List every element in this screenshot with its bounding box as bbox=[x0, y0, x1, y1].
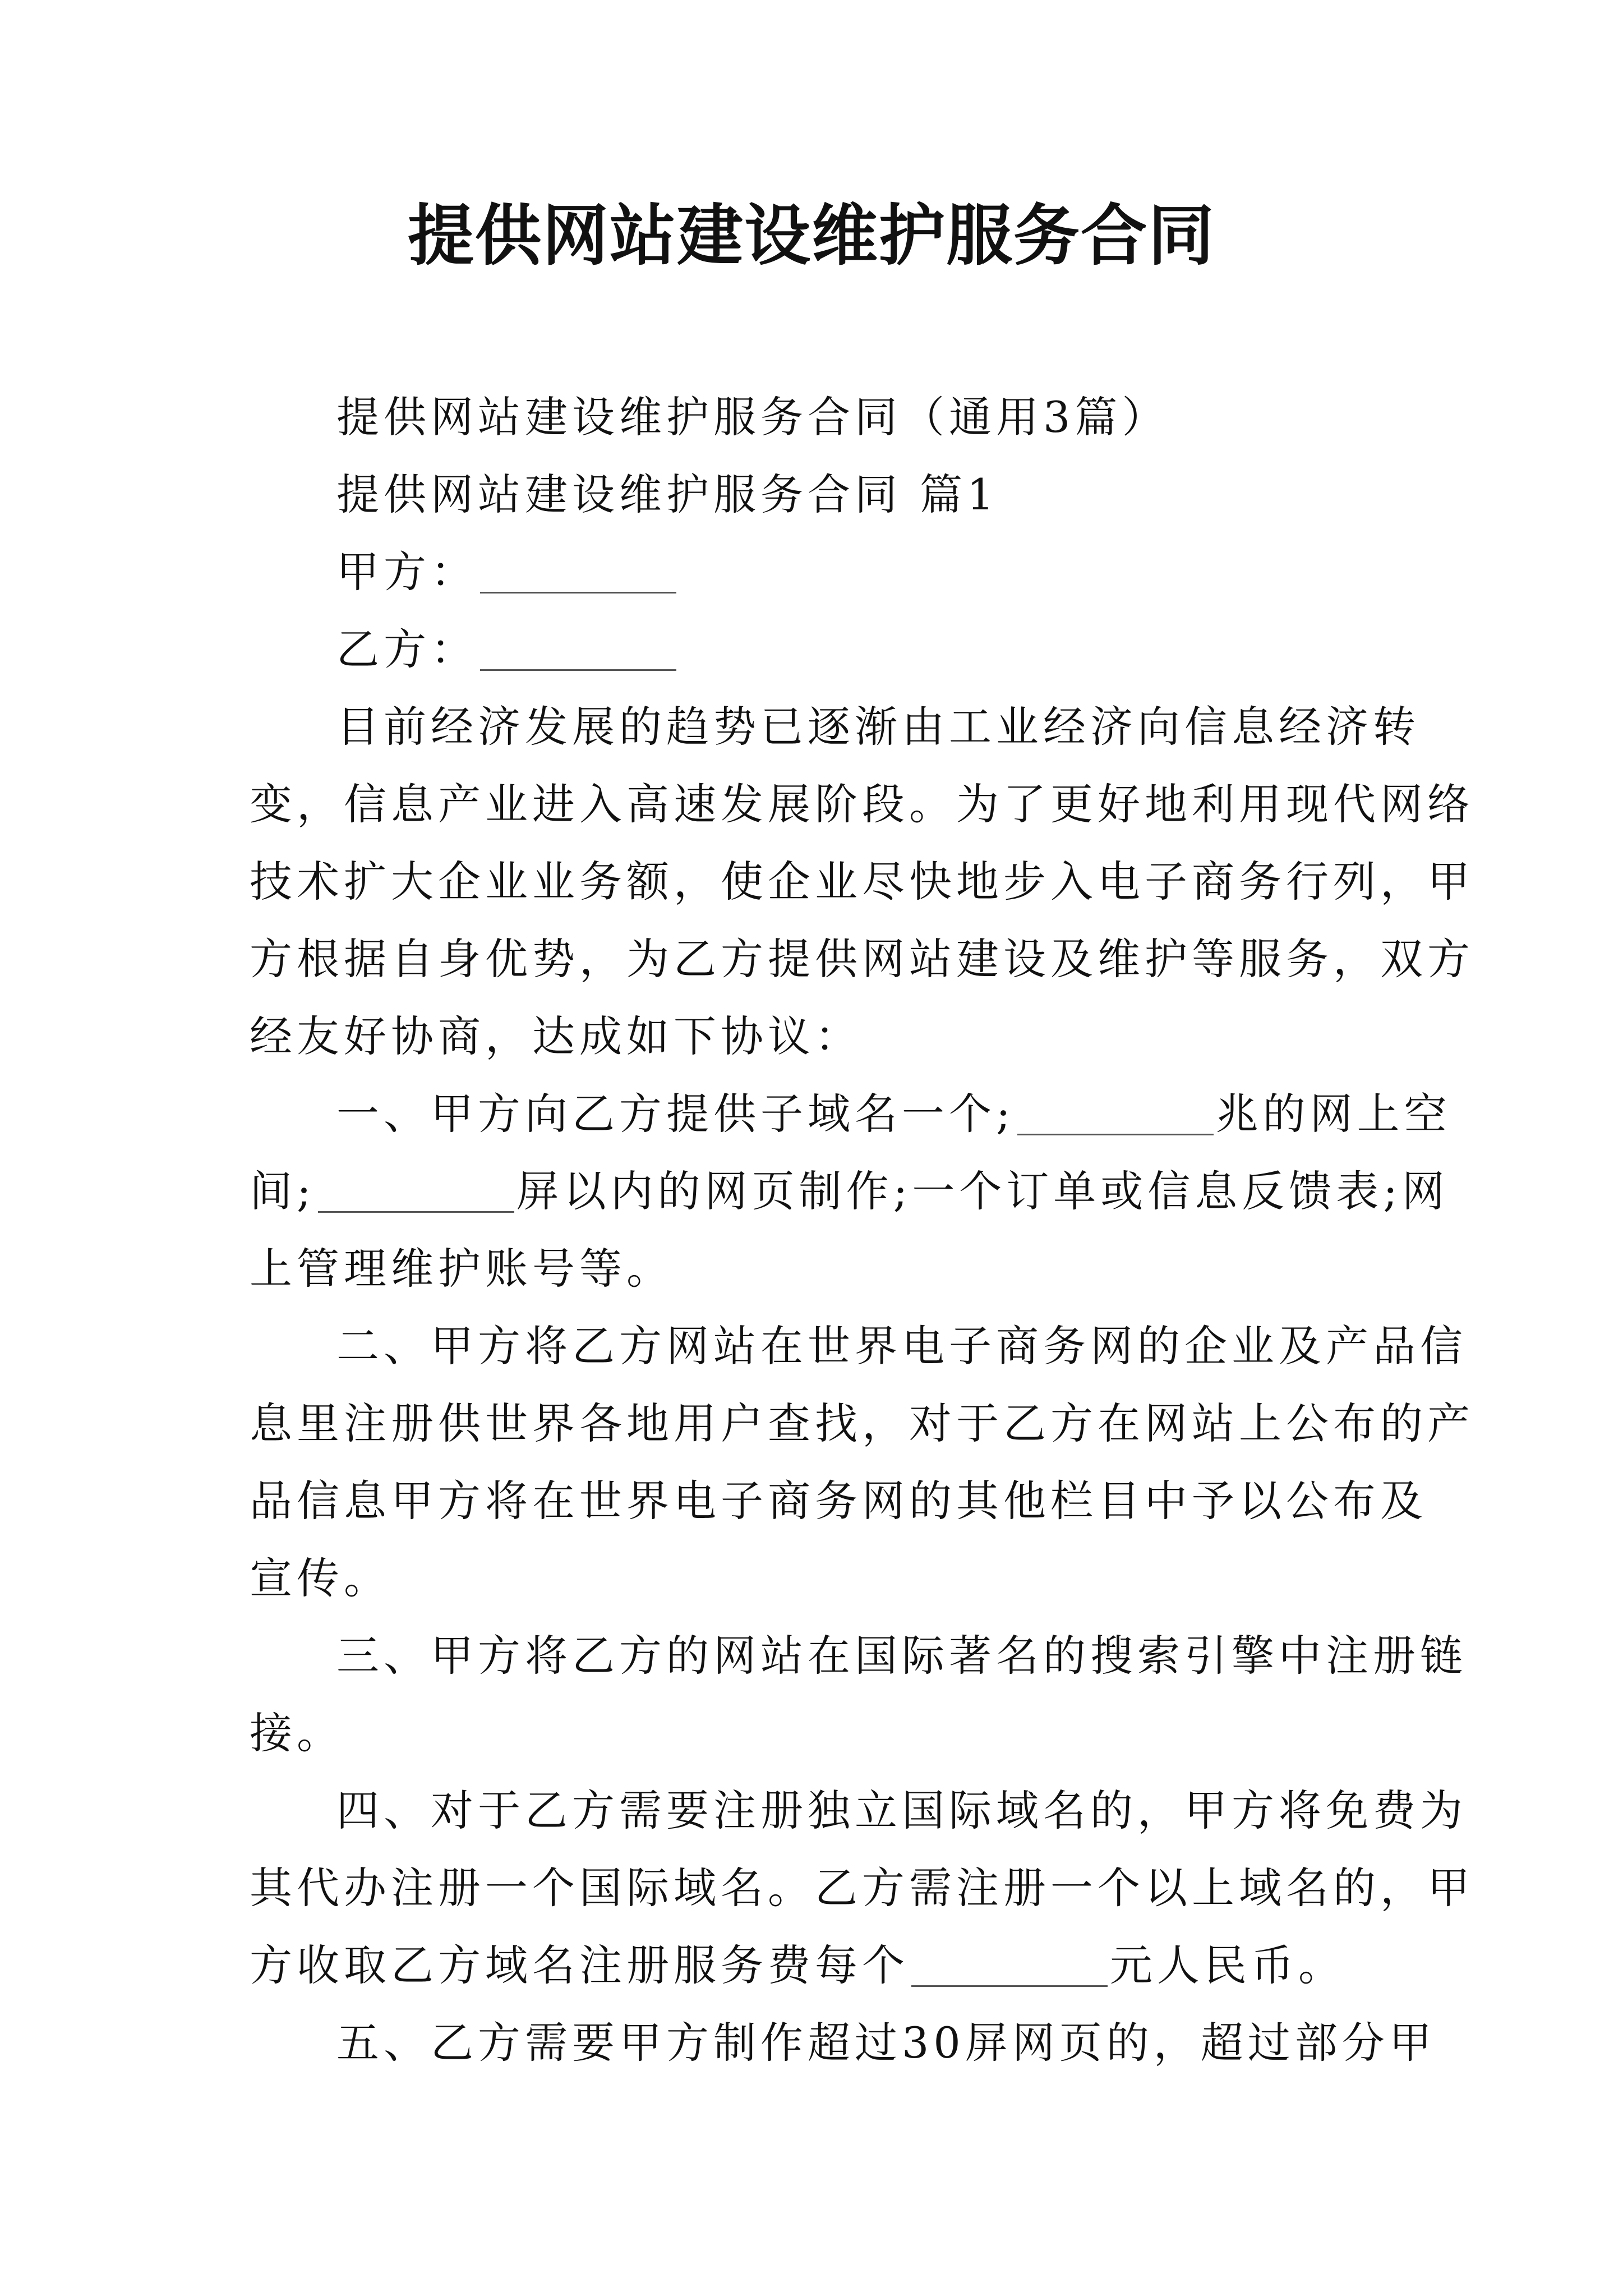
clause-2-line: 品信息甲方将在世界电子商务网的其他栏目中予以公布及 bbox=[250, 1476, 1427, 1526]
clause-3-line: 三、甲方将乙方的网站在国际著名的搜索引擎中注册链 bbox=[336, 1631, 1467, 1681]
party-b-label: 乙方： bbox=[336, 624, 478, 674]
paragraph-line: 目前经济发展的趋势已逐渐由工业经济向信息经济转 bbox=[336, 702, 1420, 752]
paragraph-line: 技术扩大企业业务额，使企业尽快地步入电子商务行列，甲 bbox=[250, 857, 1474, 907]
paragraph-line: 方根据自身优势，为乙方提供网站建设及维护等服务，双方 bbox=[250, 934, 1474, 984]
clause-4-text-b: 元人民币。 bbox=[1110, 1940, 1345, 1990]
blank-field bbox=[318, 1177, 514, 1213]
clause-2-line: 宣传。 bbox=[250, 1553, 391, 1603]
section-heading: 提供网站建设维护服务合同 篇1 bbox=[336, 470, 999, 519]
clause-4-line: 四、对于乙方需要注册独立国际域名的，甲方将免费为 bbox=[336, 1786, 1467, 1835]
clause-1-text-d: 屏以内的网页制作;一个订单或信息反馈表;网 bbox=[516, 1166, 1449, 1216]
paragraph-line: 经友好协商，达成如下协议： bbox=[250, 1011, 862, 1061]
clause-2-line: 二、甲方将乙方网站在世界电子商务网的企业及产品信 bbox=[336, 1321, 1467, 1371]
clause-1-text-b: 兆的网上空 bbox=[1215, 1089, 1451, 1139]
clause-1-line: 上管理维护账号等。 bbox=[250, 1244, 674, 1294]
party-a-blank bbox=[480, 558, 676, 593]
party-b-blank bbox=[480, 636, 676, 671]
document-body bbox=[250, 379, 1474, 2082]
subtitle-line: 提供网站建设维护服务合同（通用3篇） bbox=[336, 392, 1169, 442]
clause-2-line: 息里注册供世界各地用户查找，对于乙方在网站上公布的产 bbox=[250, 1398, 1474, 1448]
party-b-line bbox=[250, 611, 1394, 688]
clause-1-line bbox=[250, 1075, 1451, 1153]
clause-3-line: 接。 bbox=[250, 1708, 344, 1758]
clause-4-line: 其代办注册一个国际域名。乙方需注册一个以上域名的，甲 bbox=[250, 1863, 1474, 1913]
document-title: 提供网站建设维护服务合同 bbox=[407, 196, 1215, 274]
clause-1-text-a: 一、甲方向乙方提供子域名一个; bbox=[336, 1089, 1015, 1139]
blank-field bbox=[911, 1952, 1108, 1987]
clause-5-line: 五、乙方需要甲方制作超过30屏网页的，超过部分甲 bbox=[336, 2018, 1436, 2068]
party-a-label: 甲方： bbox=[336, 547, 478, 597]
clause-4-text-a: 方收取乙方域名注册服务费每个 bbox=[250, 1940, 909, 1990]
blank-field bbox=[1017, 1100, 1214, 1135]
paragraph-line: 变，信息产业进入高速发展阶段。为了更好地利用现代网络 bbox=[250, 779, 1474, 829]
clause-1-line bbox=[250, 1153, 1449, 1230]
clause-1-text-c: 间; bbox=[250, 1166, 316, 1216]
party-a-line bbox=[250, 533, 1394, 611]
clause-4-line bbox=[250, 1927, 1394, 2004]
